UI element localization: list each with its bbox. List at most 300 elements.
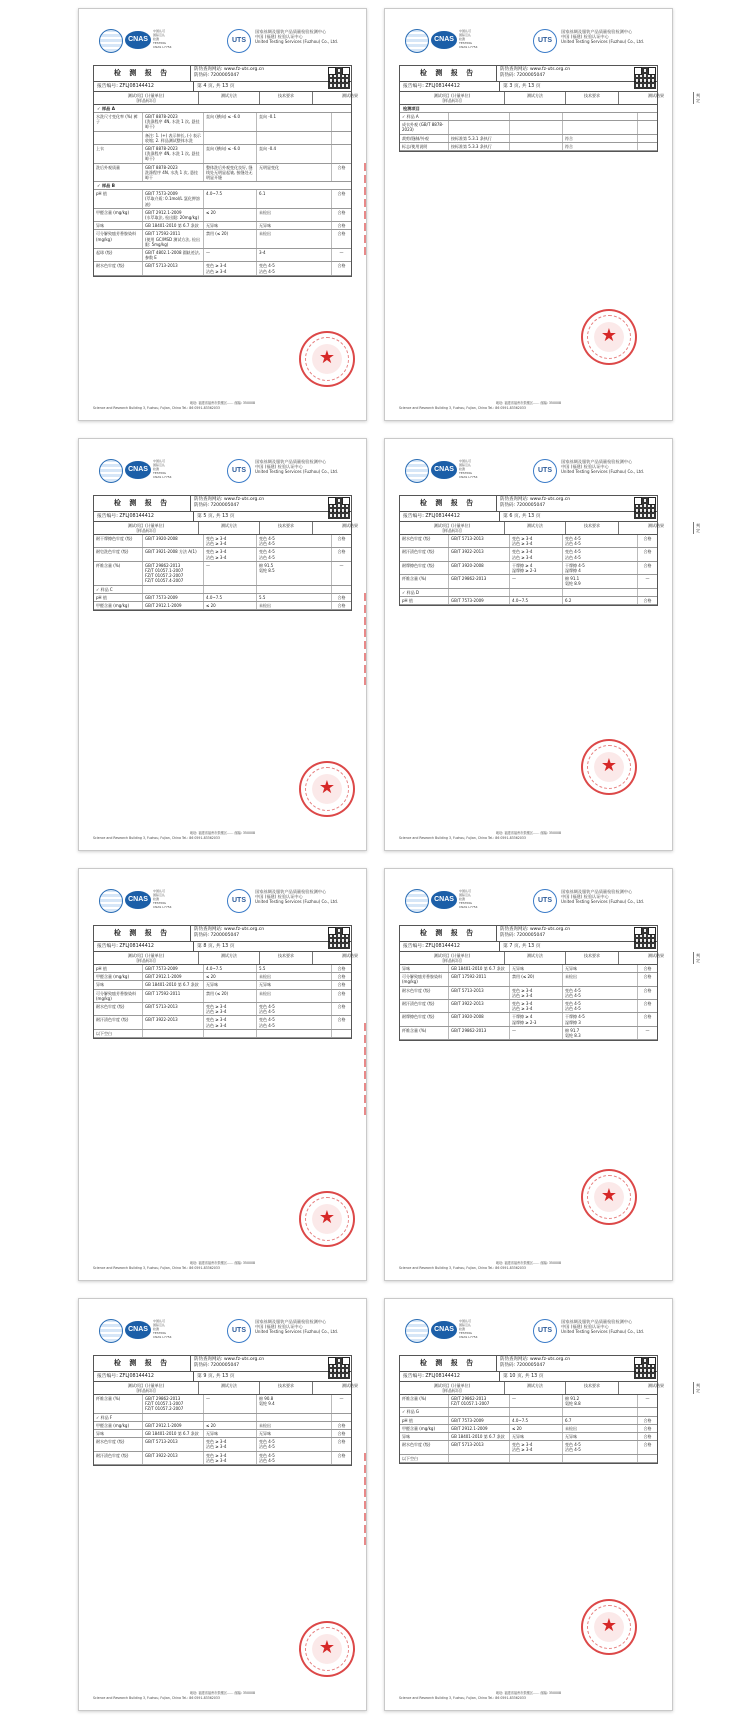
- seal-edge-dash: [364, 629, 366, 637]
- report-footer: [93, 401, 352, 410]
- table-cell: 无异味: [510, 1433, 563, 1440]
- table-cell: GB/T 4802.1-2008 圆轨迹法, 参数 E: [143, 249, 204, 261]
- footer-address: Science and Research Building 3, Fuzhou, Fujian, China Tel.: 86 0591-83362033: [399, 405, 526, 410]
- table-cell: 合格: [337, 1452, 346, 1458]
- table-cell: 合格: [337, 1439, 346, 1445]
- table-cell: GB/T 17592-2011 (使用 GC/MSD 测试方法, 检出限: 5mg/kg): [143, 230, 204, 248]
- table-cell: 合格: [643, 1014, 652, 1020]
- column-header: 测试项目 (计量单位) [样品标识]: [400, 1382, 505, 1394]
- qr-code-icon[interactable]: [634, 927, 656, 949]
- table-cell: —: [204, 562, 257, 585]
- globe-logo-icon: [99, 889, 123, 913]
- report-number: 报告编号: ZFLJ08144412: [400, 512, 500, 521]
- column-header: 测试方法: [505, 1382, 566, 1394]
- seal-edge-dash: [364, 247, 366, 255]
- table-cell: 4.0~7.5: [510, 1417, 563, 1424]
- table-cell: —: [510, 1395, 563, 1407]
- verification-code: 防伪码: 7200005047: [194, 73, 240, 78]
- table-cell: [510, 143, 563, 150]
- column-header: 技术要求: [566, 92, 619, 104]
- organization-name-cn: 国家丝绸及服装产品质量检验检测中心 中国 (福建) 检验认证中心: [255, 29, 327, 40]
- table-cell: GB/T 5713-2013: [143, 1003, 204, 1015]
- seal-star-icon: ★: [318, 1637, 336, 1658]
- globe-logo-icon: [405, 889, 429, 913]
- qr-code-icon[interactable]: [328, 927, 350, 949]
- table-cell: 无异味: [204, 222, 257, 229]
- seal-edge-dash: [364, 677, 366, 685]
- table-cell: [563, 1455, 638, 1462]
- table-row: [400, 1433, 657, 1441]
- seal-edge-dash: [364, 605, 366, 613]
- report-table: [93, 925, 358, 1039]
- uts-logo: UTS: [227, 29, 251, 53]
- table-row: [400, 1408, 657, 1416]
- verification-website: 防伪查询网站: www.fz-uts.org.cn: [500, 927, 571, 932]
- report-number-bar: [400, 512, 657, 522]
- table-cell: GB 18401-2010 第 6.7 条款: [449, 965, 510, 972]
- table-cell: 水洗尺寸变化率 (%) 裤子: [94, 113, 143, 131]
- report-header: [399, 883, 658, 919]
- table-cell: GB/T 29862-2013 FZ/T 01057.1-2007: [449, 1395, 510, 1407]
- table-cell: 合格: [643, 549, 652, 555]
- table-cell: GB/T 8878-2023 (洗涤程序 4N, 水洗 1 次, 悬挂晾干): [143, 145, 204, 163]
- table-cell: [449, 113, 510, 120]
- table-cell: [143, 1414, 204, 1421]
- column-header: 技术要求: [566, 1382, 619, 1394]
- table-cell: 未检出: [257, 209, 332, 221]
- table-cell: 合格: [337, 164, 346, 170]
- table-row: [94, 209, 351, 222]
- table-cell: 合格: [643, 536, 652, 541]
- seal-edge-dash: [364, 1107, 366, 1115]
- cnas-logo: CNAS: [125, 31, 151, 49]
- table-row: [94, 230, 351, 249]
- table-cell: GB 18401-2010 第 6.7 条款: [143, 222, 204, 229]
- column-headers: [400, 522, 700, 535]
- table-cell: [332, 586, 351, 593]
- table-cell: 合格: [337, 191, 346, 197]
- cnas-logo: CNAS: [431, 461, 457, 479]
- report-footer: [93, 1691, 352, 1700]
- seal-edge-dash: [364, 235, 366, 243]
- column-header: 测试结果: [619, 92, 694, 104]
- table-cell: GB/T 7573-2009: [143, 965, 204, 972]
- table-cell: 合格: [643, 1417, 652, 1423]
- report-number-bar: [400, 1372, 657, 1382]
- uts-logo: UTS: [227, 459, 251, 483]
- verification-code: 防伪码: 7200005047: [194, 1363, 240, 1368]
- table-cell: 变色 4-5 沾色 4-5: [257, 1016, 332, 1028]
- table-cell: 按标准第 5.3.1 条执行: [449, 135, 510, 142]
- seal-edge-dash: [364, 1095, 366, 1103]
- official-seal-icon: [581, 739, 637, 795]
- organization-name-en: United Testing Services (Fuzhou) Co., Ltd.: [255, 899, 339, 905]
- table-row: [400, 113, 657, 121]
- table-row: [400, 1395, 657, 1408]
- column-header: 测试项目 (计量单位) [样品标识]: [94, 952, 199, 964]
- page-number: 第 6 页, 共 13 页: [503, 514, 541, 519]
- uts-logo: UTS: [533, 1319, 557, 1343]
- table-cell: [638, 121, 657, 133]
- table-cell: [510, 135, 563, 142]
- table-cell: GB/T 3922-2013: [449, 548, 510, 560]
- verification-website: 防伪查询网站: www.fz-uts.org.cn: [500, 1357, 571, 1362]
- table-cell: GB/T 2912.1-2009: [143, 973, 204, 980]
- report-footer: [93, 831, 352, 840]
- report-number: 报告编号: ZFLJ08144412: [94, 82, 194, 91]
- table-cell: 合格: [643, 1434, 652, 1440]
- table-cell: ✓ 样品 F: [94, 1414, 143, 1421]
- table-cell: GB/T 8878-2023 (洗涤程序 4N, 水洗 1 次, 悬挂晾干): [143, 113, 204, 131]
- table-cell: 合格: [643, 974, 652, 980]
- column-header: 测试方法: [199, 92, 260, 104]
- table-row: [400, 562, 657, 575]
- official-seal-icon: [581, 309, 637, 365]
- table-cell: 5.5: [257, 965, 332, 972]
- table-cell: 变色 4-5 沾色 4-5: [257, 535, 332, 547]
- verification-info: [191, 66, 351, 81]
- organization-name: [255, 1319, 353, 1335]
- table-cell: 耐汗渍色牢度 (级): [94, 1452, 143, 1464]
- footer-address: Science and Research Building 3, Fuzhou, Fujian, China Tel.: 86 0591-83362033: [93, 835, 220, 840]
- uts-logo: UTS: [533, 889, 557, 913]
- seal-star-icon: ★: [600, 755, 618, 776]
- table-cell: GB/T 3920-2008: [449, 1013, 510, 1025]
- table-row: [94, 145, 351, 164]
- table-row: [400, 1027, 657, 1040]
- footer-address: Science and Research Building 3, Fuzhou, Fujian, China Tel.: 86 0591-83362033: [399, 1265, 526, 1270]
- table-cell: 耐水色牢度 (级): [400, 535, 449, 547]
- table-cell: 未检出: [257, 990, 332, 1002]
- table-cell: GB 18401-2010 第 6.7 条款: [449, 1433, 510, 1440]
- table-cell: 变色 4-5 沾色 4-5: [563, 1000, 638, 1012]
- verification-info: [191, 496, 351, 511]
- column-header: 测试项目 (计量单位) [样品标识]: [94, 92, 199, 104]
- table-cell: [94, 132, 143, 144]
- report-title: 检 测 报 告: [94, 926, 191, 941]
- seal-edge-dash: [364, 1477, 366, 1485]
- table-cell: 上衣: [94, 145, 143, 163]
- table-cell: 变色 4-5 沾色 4-5: [257, 1438, 332, 1450]
- table-cell: 合格: [337, 594, 346, 600]
- seal-edge-dash: [364, 211, 366, 219]
- table-cell: [563, 135, 638, 142]
- table-cell: 合格: [337, 536, 346, 541]
- table-row: [94, 1422, 351, 1430]
- table-cell: [563, 121, 638, 133]
- table-cell: 6.7: [563, 1417, 638, 1424]
- table-cell: [257, 1414, 332, 1421]
- verification-code: 防伪码: 7200005047: [500, 73, 546, 78]
- table-cell: 成衣外观 (GB/T 8878-2023): [400, 121, 449, 133]
- table-cell: [563, 143, 638, 150]
- report-title-bar: [94, 926, 351, 942]
- report-table: [399, 495, 700, 606]
- column-headers: [94, 1382, 358, 1395]
- table-cell: 直向 (横向) ≤ -6.0: [204, 145, 257, 163]
- organization-name-cn: 国家丝绸及服装产品质量检验检测中心 中国 (福建) 检验认证中心: [561, 1319, 633, 1330]
- table-cell: [510, 113, 563, 120]
- table-row: [94, 164, 351, 183]
- table-cell: GB/T 7573-2009 (萃取介质: 0.1mol/L 氯化钾溶液): [143, 190, 204, 208]
- report-header: [93, 453, 352, 489]
- table-cell: 合格: [337, 1017, 346, 1023]
- table-cell: 变色 ≥ 3-4 沾色 ≥ 3-4: [204, 1003, 257, 1015]
- cnas-caption: 中国认可 国际互认 检测 TESTING CNAS L7754: [459, 1319, 478, 1339]
- organization-name: [255, 459, 353, 475]
- table-cell: 6.2: [563, 597, 638, 604]
- qr-code-icon[interactable]: [328, 497, 350, 519]
- official-seal-icon: [581, 1169, 637, 1225]
- page-seal-edge-mark: [362, 1449, 368, 1559]
- column-header: 测试结果: [619, 522, 694, 534]
- cnas-caption: 中国认可 国际互认 检测 TESTING CNAS L7754: [459, 29, 478, 49]
- seal-edge-dash: [364, 665, 366, 673]
- table-cell: [638, 589, 657, 596]
- table-cell: pH 值: [94, 965, 143, 972]
- report-footer: [399, 831, 658, 840]
- table-cell: 合格: [337, 1431, 346, 1437]
- table-cell: 未检出: [257, 230, 332, 248]
- table-cell: 合格: [337, 982, 346, 988]
- table-cell: GB/T 17592-2011: [143, 990, 204, 1002]
- table-cell: 变色 4-5 沾色 4-5: [563, 548, 638, 560]
- table-cell: GB/T 29862-2013: [449, 1027, 510, 1039]
- report-header: [93, 883, 352, 919]
- table-cell: GB/T 7573-2009: [449, 1417, 510, 1424]
- verification-code: 防伪码: 7200005047: [500, 1363, 546, 1368]
- table-row: [94, 132, 351, 145]
- organization-name-en: United Testing Services (Fuzhou) Co., Ltd.: [255, 469, 339, 475]
- seal-edge-dash: [364, 1489, 366, 1497]
- table-cell: pH 值: [94, 190, 143, 208]
- column-header: 技术要求: [566, 522, 619, 534]
- table-cell: 无异味: [204, 981, 257, 988]
- table-cell: 干摩擦 4-5 湿摩擦 3: [563, 1013, 638, 1025]
- report-number: 报告编号: ZFLJ08144412: [94, 1372, 194, 1381]
- column-header: 技术要求: [260, 1382, 313, 1394]
- table-cell: 纤维含量 (%): [94, 562, 143, 585]
- seal-edge-dash: [364, 187, 366, 195]
- table-cell: 棉 90.8 氨纶 9.4: [257, 1395, 332, 1413]
- table-row: [94, 981, 351, 989]
- verification-website: 防伪查询网站: www.fz-uts.org.cn: [500, 497, 571, 502]
- table-cell: GB/T 3922-2013: [143, 1452, 204, 1464]
- cnas-caption: 中国认可 国际互认 检测 TESTING CNAS L7754: [153, 889, 172, 909]
- verification-info: [497, 496, 657, 511]
- organization-name-en: United Testing Services (Fuzhou) Co., Ltd.: [255, 39, 339, 45]
- official-seal-icon: [299, 1621, 355, 1677]
- report-title-bar: [400, 1356, 657, 1372]
- cnas-logo: CNAS: [125, 891, 151, 909]
- report-page: [384, 8, 700, 421]
- table-cell: 合格: [337, 231, 346, 237]
- report-page: [78, 438, 367, 851]
- table-cell: 耐汗渍色牢度 (级): [400, 548, 449, 560]
- table-cell: 未检出: [257, 602, 332, 609]
- seal-edge-dash: [364, 1071, 366, 1079]
- table-cell: 耐摩擦色牢度 (级): [400, 562, 449, 574]
- page-seal-edge-mark: [362, 589, 368, 699]
- column-headers: [94, 522, 358, 535]
- column-header: 判定: [696, 1383, 700, 1393]
- table-cell: 3-4: [257, 249, 332, 261]
- globe-logo-icon: [405, 1319, 429, 1343]
- footer-note: 地址: 福建省福州市鼓楼区…… 邮编: 350008: [189, 401, 256, 406]
- table-cell: 5.5: [257, 594, 332, 601]
- qr-code-icon[interactable]: [634, 497, 656, 519]
- table-cell: 干摩擦 4-5 湿摩擦 4: [563, 562, 638, 574]
- verification-code: 防伪码: 7200005047: [500, 933, 546, 938]
- table-cell: 合格: [337, 549, 346, 555]
- page-number: 第 4 页, 共 13 页: [197, 84, 235, 89]
- organization-name-cn: 国家丝绸及服装产品质量检验检测中心 中国 (福建) 检验认证中心: [255, 459, 327, 470]
- verification-website: 防伪查询网站: www.fz-uts.org.cn: [194, 497, 265, 502]
- table-cell: 未检出: [563, 1425, 638, 1432]
- table-cell: ≤ 20: [204, 1422, 257, 1429]
- table-cell: ✓ 样品 A: [400, 113, 449, 120]
- table-cell: 变色 4-5 沾色 4-5: [257, 1452, 332, 1464]
- seal-edge-dash: [364, 1465, 366, 1473]
- table-cell: [510, 589, 563, 596]
- seal-edge-dash: [364, 1023, 366, 1031]
- report-table: [399, 1355, 700, 1464]
- verification-info: [191, 926, 351, 941]
- table-cell: 无异味: [563, 1433, 638, 1440]
- table-row: [94, 1430, 351, 1438]
- seal-edge-dash: [364, 641, 366, 649]
- organization-name-en: United Testing Services (Fuzhou) Co., Ltd.: [561, 39, 645, 45]
- qr-code-icon[interactable]: [328, 67, 350, 89]
- table-cell: 合格: [643, 1425, 652, 1431]
- report-footer: [399, 1691, 658, 1700]
- table-cell: —: [339, 250, 344, 256]
- seal-star-icon: ★: [318, 1207, 336, 1228]
- table-cell: [638, 113, 657, 120]
- report-title-bar: [400, 926, 657, 942]
- table-cell: 变色 ≥ 3-4 沾色 ≥ 3-4: [510, 548, 563, 560]
- table-cell: 合格: [643, 562, 652, 568]
- column-header: 测试项目 (计量单位) [样品标识]: [400, 92, 505, 104]
- qr-code-icon[interactable]: [634, 67, 656, 89]
- table-row: [94, 113, 351, 132]
- table-cell: 耐汗渍色牢度 (级): [400, 1000, 449, 1012]
- report-page: [384, 868, 700, 1281]
- table-cell: 可分解致癌芳香胺染料 (mg/kg): [400, 973, 449, 985]
- report-title-bar: [94, 66, 351, 82]
- seal-star-icon: ★: [318, 777, 336, 798]
- column-header: 测试结果: [313, 522, 388, 534]
- table-row: [94, 1414, 351, 1422]
- seal-edge-dash: [364, 1047, 366, 1055]
- footer-address: Science and Research Building 3, Fuzhou, Fujian, China Tel.: 86 0591-83362033: [93, 1695, 220, 1700]
- table-cell: 无异味: [257, 222, 332, 229]
- table-row: [400, 548, 657, 561]
- report-footer: [399, 401, 658, 410]
- table-row: [400, 143, 657, 151]
- verification-code: 防伪码: 7200005047: [500, 503, 546, 508]
- table-cell: GB/T 5713-2013: [449, 987, 510, 999]
- table-cell: GB/T 5713-2013: [449, 535, 510, 547]
- table-row: [400, 597, 657, 605]
- table-cell: 合格: [337, 974, 346, 980]
- column-headers: [94, 92, 358, 105]
- table-cell: —: [339, 1396, 344, 1401]
- report-title-bar: [94, 1356, 351, 1372]
- report-title: 检 测 报 告: [400, 926, 497, 941]
- seal-edge-dash: [364, 223, 366, 231]
- footer-note: 地址: 福建省福州市鼓楼区…… 邮编: 350008: [495, 831, 562, 836]
- table-cell: [332, 132, 351, 144]
- table-cell: 耐水色牢度 (级): [94, 1438, 143, 1450]
- column-header: 技术要求: [260, 522, 313, 534]
- table-cell: 合格: [337, 1422, 346, 1428]
- report-number-bar: [400, 82, 657, 92]
- report-header: [399, 23, 658, 59]
- table-cell: 禁用 (≤ 20): [204, 990, 257, 1002]
- table-cell: [638, 1455, 657, 1462]
- table-row: [94, 990, 351, 1003]
- report-header: [399, 1313, 658, 1349]
- table-row: [94, 1395, 351, 1414]
- table-cell: 棉 91.2 氨纶 8.8: [563, 1395, 638, 1407]
- table-cell: —: [339, 562, 344, 568]
- official-seal-icon: [299, 331, 355, 387]
- page-number: 第 8 页, 共 13 页: [197, 944, 235, 949]
- table-cell: 变色 ≥ 3-4 沾色 ≥ 3-4: [204, 1438, 257, 1450]
- table-cell: —: [645, 1396, 650, 1401]
- verification-website: 防伪查询网站: www.fz-uts.org.cn: [194, 67, 265, 72]
- table-cell: [257, 586, 332, 593]
- seal-edge-dash: [364, 1537, 366, 1545]
- uts-logo: UTS: [227, 1319, 251, 1343]
- table-cell: ✓ 样品 C: [94, 586, 143, 593]
- column-header: 测试项目 (计量单位) [样品标识]: [94, 522, 199, 534]
- report-page: [78, 868, 367, 1281]
- table-cell: GB/T 3920-2008: [449, 562, 510, 574]
- qr-code-icon[interactable]: [634, 1357, 656, 1379]
- column-header: 测试方法: [199, 522, 260, 534]
- table-cell: 4.0~7.5: [204, 594, 257, 601]
- table-row: [94, 602, 351, 610]
- table-cell: ✓ 样品 G: [400, 1408, 449, 1415]
- table-row: [400, 1425, 657, 1433]
- column-header: 测试方法: [199, 1382, 260, 1394]
- uts-logo: UTS: [227, 889, 251, 913]
- table-cell: [510, 1455, 563, 1462]
- footer-note: 地址: 福建省福州市鼓楼区…… 邮编: 350008: [495, 1261, 562, 1266]
- table-cell: 按标准第 5.3.3 条执行: [449, 143, 510, 150]
- table-cell: [204, 1414, 257, 1421]
- table-cell: [332, 113, 351, 131]
- seal-star-icon: ★: [318, 347, 336, 368]
- table-cell: 4.0~7.5: [510, 597, 563, 604]
- globe-logo-icon: [405, 459, 429, 483]
- seal-edge-dash: [364, 1513, 366, 1521]
- table-cell: GB/T 3920-2008: [143, 535, 204, 547]
- table-cell: 变色 ≥ 3-4 沾色 ≥ 3-4: [204, 262, 257, 274]
- column-header: 测试方法: [505, 952, 566, 964]
- qr-code-icon[interactable]: [328, 1357, 350, 1379]
- table-cell: 变色 4-5 沾色 4-5: [563, 535, 638, 547]
- table-cell: 合格: [337, 1004, 346, 1010]
- table-row: [94, 1030, 351, 1038]
- cnas-logo: CNAS: [431, 31, 457, 49]
- table-cell: 以下空白: [94, 1030, 143, 1037]
- table-cell: [510, 1408, 563, 1415]
- column-header: 判定: [696, 93, 700, 103]
- table-cell: —: [204, 249, 257, 261]
